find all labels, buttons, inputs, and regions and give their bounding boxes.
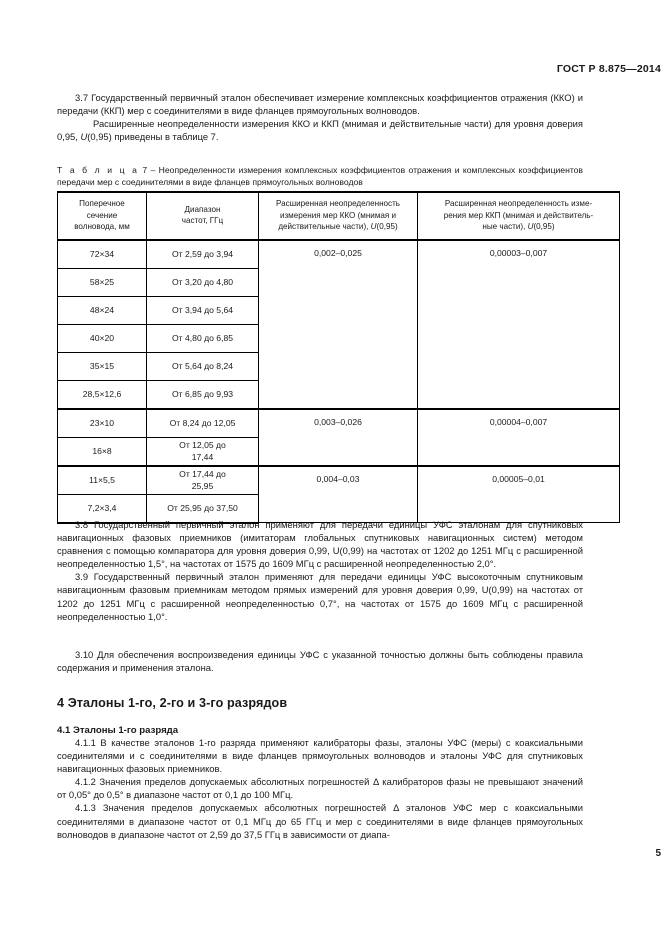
cell-cross-section: 11×5,5 — [58, 466, 147, 495]
cell-cross-section: 35×15 — [58, 352, 147, 380]
clause-3-7-paragraph-1: 3.7 Государственный первичный эталон обеспечивает измерение комплексных коэффициентов отражения (ККО) и передачи (ККП) мер с соединителями в виде фланцев прямоугольных волноводов. — [57, 92, 583, 117]
symbol-u-095: U — [80, 131, 88, 143]
table-caption-number: 7 — [142, 165, 148, 175]
cell-kko-uncertainty: 0,002–0,025 — [259, 240, 418, 409]
column-header-kko-uncertainty: Расширенная неопределенность измерения мер ККО (мнимая и действительные части), U(0,95) — [259, 192, 418, 240]
page-number: 5 — [655, 848, 661, 859]
running-header-standard-number: ГОСТ Р 8.875—2014 — [556, 63, 661, 75]
clause-3-8-paragraph: 3.8 Государственный первичный эталон применяют для передачи единицы УФС эталонам для спутниковых навигационных фазовых приемников (имитаторам глобальных спутниковых навигационных систем) методом сравнения с помощью компаратора для уровня доверия 0,99, U(0,99) на частотах от 1202 до 1251 МГц с расширенной неопределенностью 1,5°, на частотах от 1575 до 1609 МГц с расширенной неопределенностью 2,0°. — [57, 519, 583, 570]
header-line: Поперечное — [79, 199, 125, 208]
clauses-3-8-3-9-block — [57, 518, 583, 623]
cell-frequency-range: От 17,44 до 25,95 — [147, 466, 259, 495]
clause-4-1-2-paragraph: 4.1.2 Значения пределов допускаемых абсолютных погрешностей Δ калибраторов фазы не превышают значений от 0,05° до 0,5° в диапазоне частот от 0,1 до 100 МГц. — [57, 776, 583, 801]
cell-frequency-range: От 25,95 до 37,50 — [147, 494, 259, 523]
clause-3-7-paragraph-2: Расширенные неопределенности измерения ККО и ККП (мнимая и действительные части) для уровня доверия 0,95, U(0,95) приведены в таблице 7. — [57, 118, 583, 143]
heading-subsection-4-1: 4.1 Эталоны 1-го разряда — [57, 724, 179, 736]
clause-3-10-paragraph: 3.10 Для обеспечения воспроизведения единицы УФС с указанной точностью должны быть соблюдены правила содержания и применения эталона. — [57, 649, 583, 674]
table-caption-text: – Неопределенности измерения комплексных коэффициентов отражения и комплексных коэффициентов передачи мер с соединителями в виде фланцев прямоугольных волноводов — [57, 165, 583, 187]
cell-frequency-range: От 8,24 до 12,05 — [147, 409, 259, 438]
table-caption-label: Т а б л и ц а — [57, 165, 139, 175]
header-line: рения мер ККП (мнимая и действитель- — [443, 210, 594, 220]
cell-cross-section: 16×8 — [58, 437, 147, 466]
clause-3-9-paragraph: 3.9 Государственный первичный эталон применяют для передачи единицы УФС высокоточным спутниковым навигационным фазовым приемникам методом прямых измерений для уровня доверия 0,99, U(0,99) на частотах от 1202 до 1251 МГц с расширенной неопределенностью 0,7°, на частотах от 1575 до 1609 МГц с расширенной неопределенностью 1,0°. — [57, 571, 583, 622]
table-row — [58, 240, 620, 269]
cell-kkp-uncertainty: 0,00004–0,007 — [418, 409, 620, 466]
header-line: частот, ГГц — [181, 216, 224, 226]
table-7-uncertainties — [57, 191, 620, 524]
table-row — [58, 409, 620, 438]
header-line: Расширенная неопределенность — [275, 199, 401, 208]
table-row — [58, 466, 620, 495]
clause-3-10-block — [57, 648, 583, 674]
table-7-caption — [57, 165, 583, 189]
cell-cross-section: 48×24 — [58, 296, 147, 324]
symbol-u: U — [370, 222, 377, 232]
symbol-u: U — [527, 222, 534, 232]
cell-cross-section: 28,5×12,6 — [58, 380, 147, 409]
cell-kkp-uncertainty: 0,00003–0,007 — [418, 240, 620, 409]
header-line: волновода, мм — [74, 222, 130, 232]
cell-frequency-range: От 6,85 до 9,93 — [147, 380, 259, 409]
cell-cross-section: 58×25 — [58, 268, 147, 296]
column-header-kkp-uncertainty: Расширенная неопределенность изме- рения мер ККП (мнимая и действитель- ные части), U(0,95) — [418, 192, 620, 240]
clause-4-1-3-paragraph: 4.1.3 Значения пределов допускаемых абсолютных погрешностей Δ эталонов УФС мер с коаксиальными соединителями в диапазоне частот от 0,1 МГц до 65 ГГц и мер с соединителями в виде фланцев прямоугольных волноводов в диапазоне частот от 2,59 до 37,5 ГГц в зависимости от диапа- — [57, 802, 583, 840]
header-line: измерения мер ККО (мнимая и — [279, 210, 397, 220]
table-header-row — [58, 192, 620, 240]
cell-frequency-range: От 5,64 до 8,24 — [147, 352, 259, 380]
heading-section-4: 4 Эталоны 1-го, 2-го и 3-го разрядов — [57, 696, 288, 711]
clauses-4-1-1-to-4-1-3-block — [57, 736, 583, 841]
cell-kko-uncertainty: 0,003–0,026 — [259, 409, 418, 466]
cell-frequency-range: От 12,05 до 17,44 — [147, 437, 259, 466]
cell-frequency-range: От 3,94 до 5,64 — [147, 296, 259, 324]
column-header-cross-section — [58, 192, 147, 240]
header-line: сечение — [86, 210, 118, 220]
cell-frequency-range: От 2,59 до 3,94 — [147, 240, 259, 269]
cell-frequency-range: От 4,80 до 6,85 — [147, 324, 259, 352]
header-line: Диапазон — [184, 204, 221, 214]
header-line: Расширенная неопределенность изме- — [444, 199, 593, 208]
cell-cross-section: 7,2×3,4 — [58, 494, 147, 523]
cell-kkp-uncertainty: 0,00005–0,01 — [418, 466, 620, 523]
column-header-frequency-range — [147, 192, 259, 240]
clause-3-7-block — [57, 91, 583, 143]
table-header — [58, 192, 620, 240]
table-body — [58, 240, 620, 523]
cell-kko-uncertainty: 0,004–0,03 — [259, 466, 418, 523]
cell-cross-section: 40×20 — [58, 324, 147, 352]
cell-cross-section: 23×10 — [58, 409, 147, 438]
clause-4-1-1-paragraph: 4.1.1 В качестве эталонов 1-го разряда применяют калибраторы фазы, эталоны УФС (меры) с коаксиальными соединителями и с соединителями в виде фланцев прямоугольных волноводов и эталоны УФС для спутниковых навигационных фазовых приемников. — [57, 737, 583, 775]
cell-frequency-range: От 3,20 до 4,80 — [147, 268, 259, 296]
cell-cross-section: 72×34 — [58, 240, 147, 269]
